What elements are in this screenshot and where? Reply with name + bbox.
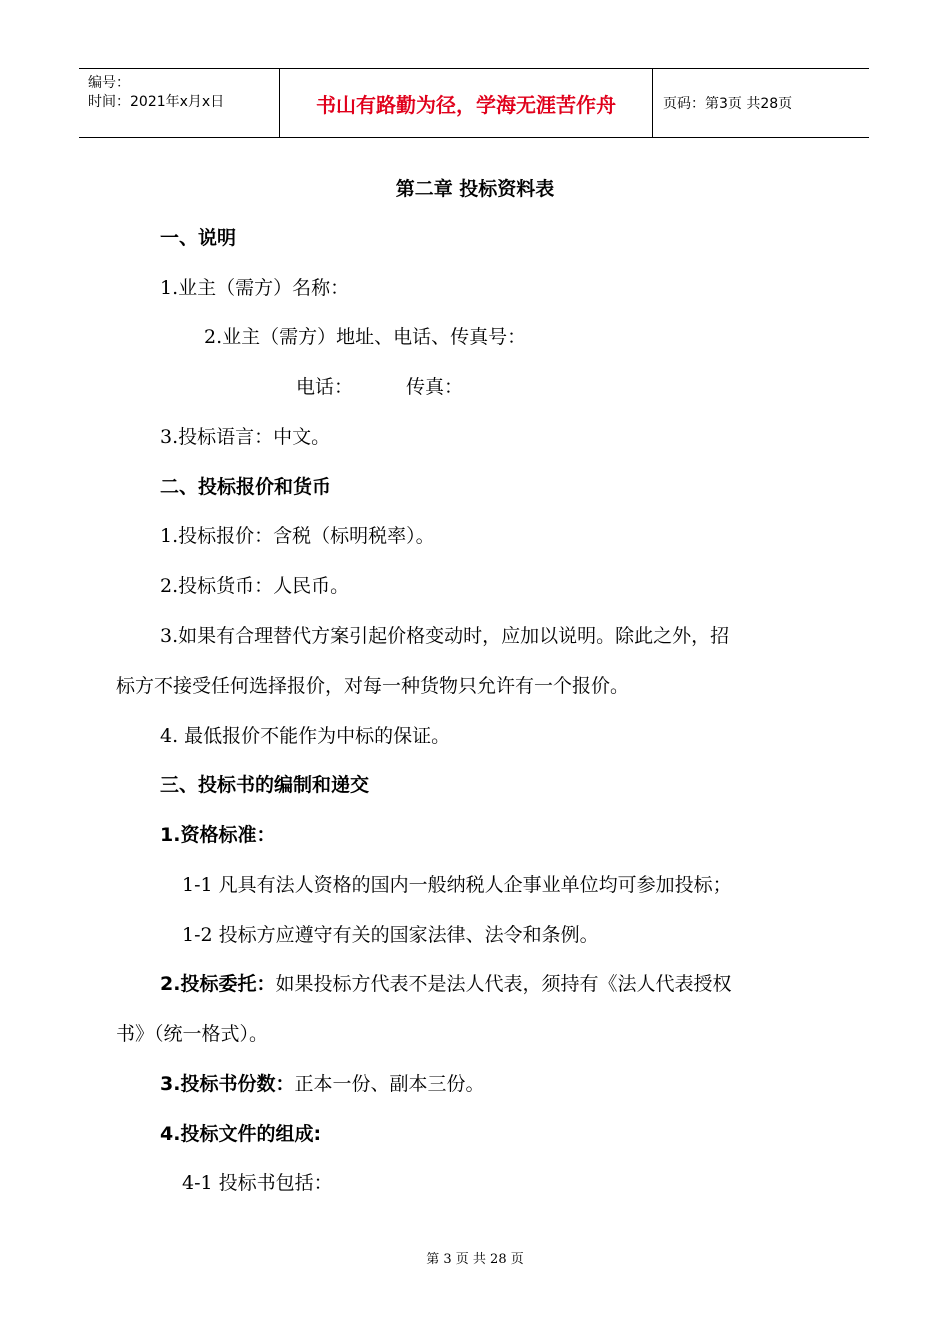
paragraph: 3.如果有合理替代方案引起价格变动时，应加以说明。除此之外，招	[160, 625, 730, 647]
inline-bold-label: 3.投标书份数：	[160, 1073, 295, 1095]
section-heading-2: 二、投标报价和货币	[160, 476, 332, 498]
phone-label: 电话：	[296, 376, 354, 398]
chapter-title: 第二章 投标资料表	[395, 178, 555, 200]
paragraph: 标方不接受任何选择报价，对每一种货物只允许有一个报价。	[116, 675, 630, 697]
page-footer: 第 3 页 共 28 页	[426, 1252, 524, 1267]
inline-text: 如果投标方代表不是法人代表，须持有《法人代表授权	[275, 973, 732, 995]
subheading: 1.资格标准：	[160, 824, 276, 846]
paragraph: 2.投标货币：人民币。	[160, 575, 350, 597]
section-heading-3: 三、投标书的编制和递交	[160, 774, 370, 796]
subheading: 4.投标文件的组成:	[160, 1123, 322, 1145]
paragraph: 1-1 凡具有法人资格的国内一般纳税人企事业单位均可参加投标；	[182, 874, 732, 896]
paragraph: 3.投标语言：中文。	[160, 426, 331, 448]
page-header	[79, 68, 869, 138]
time-label: 时间：2021年x月x日	[88, 94, 225, 110]
header-motto: 书山有路勤为径，学海无涯苦作舟	[280, 69, 653, 137]
paragraph: 1.业主（需方）名称：	[160, 277, 350, 299]
inline-bold-label: 2.投标委托：	[160, 973, 276, 995]
paragraph	[160, 1069, 484, 1096]
paragraph: 1.投标报价：含税（标明税率）。	[160, 525, 435, 547]
number-label: 编号：	[88, 75, 130, 91]
paragraph: 4-1 投标书包括：	[182, 1172, 333, 1194]
inline-text: 正本一份、副本三份。	[294, 1073, 485, 1095]
paragraph: 书》（统一格式）。	[116, 1023, 269, 1045]
header-page-info: 页码：第3页 共28页	[663, 96, 793, 112]
paragraph: 1-2 投标方应遵守有关的国家法律、法令和条例。	[182, 924, 599, 946]
header-info-cell	[79, 69, 280, 137]
paragraph: 4. 最低报价不能作为中标的保证。	[160, 725, 451, 747]
paragraph: 2.业主（需方）地址、电话、传真号：	[204, 326, 527, 348]
fax-label: 传真：	[406, 376, 464, 398]
section-heading-1: 一、说明	[160, 227, 237, 249]
paragraph	[160, 969, 731, 996]
